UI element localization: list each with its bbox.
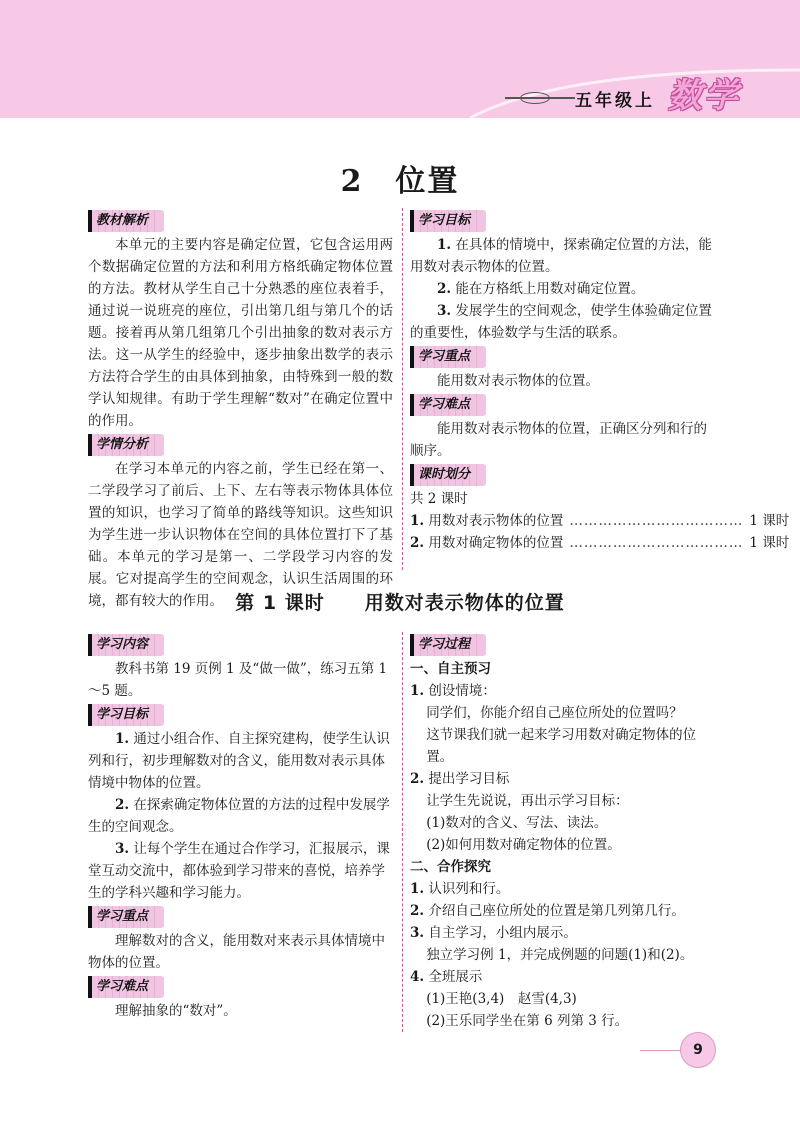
lesson-right-column	[410, 632, 716, 1032]
section-tag-goals: 学习目标	[410, 210, 480, 232]
goal-text: 让每个学生在通过合作学习，汇报展示，课堂互动交流中，都体验到学习带来的喜悦，培养学生的学科兴趣和学习能力。	[88, 841, 390, 901]
goal-text: 在具体的情境中，探索确定位置的方法，能用数对表示物体的位置。	[410, 237, 712, 275]
schedule-name: 用数对表示物体的位置	[428, 513, 564, 529]
section-tag-learner: 学情分析	[88, 434, 158, 456]
goal-item	[410, 300, 716, 344]
header-ornament	[520, 92, 550, 104]
schedule-leader: ………………………………	[569, 513, 744, 529]
section-tag-key-points: 学习重点	[88, 906, 158, 928]
process-item	[410, 768, 716, 790]
learner-text: 在学习本单元的内容之前，学生已经在第一、二学段学习了前后、上下、左右等表示物体具体位置的知识，也学习了简单的路线等知识。这些知识为学生进一步认识物体在空间的具体位置打下了基础。本单元的学习是第一、二学段学习内容的发展。它对提高学生的空间观念，认识生活周围的环境，都有较大的作用。	[88, 461, 393, 609]
section-tag-key-points: 学习重点	[410, 346, 480, 368]
schedule-leader: ………………………………	[569, 535, 744, 551]
goal-item	[410, 234, 716, 278]
process-item	[410, 878, 716, 900]
schedule-num: 1.	[410, 513, 425, 529]
section-tag-schedule: 课时划分	[410, 464, 480, 486]
process-line: (2)如何用数对确定物体的位置。	[426, 837, 621, 853]
grade-label: 五年级上	[575, 91, 655, 111]
difficulties-text: 理解抽象的“数对”。	[115, 1003, 237, 1019]
process-num: 2.	[410, 903, 425, 919]
goal-num: 3.	[115, 841, 130, 857]
goal-text: 发展学生的空间观念，使学生体验确定位置的重要性，体验数学与生活的联系。	[410, 303, 712, 341]
process-num: 1.	[410, 683, 425, 699]
process-line: 这节课我们就一起来学习用数对确定物体的位置。	[426, 727, 697, 765]
process-num: 4.	[410, 969, 425, 985]
process-item-title: 提出学习目标	[428, 771, 510, 787]
process-line: 同学们，你能介绍自己座位所处的位置吗？	[426, 705, 683, 721]
section-tag-process: 学习过程	[410, 634, 480, 656]
page-number-rule	[640, 1050, 680, 1051]
process-num: 2.	[410, 771, 425, 787]
goal-text: 在探索确定物体位置的方法的过程中发展学生的空间观念。	[88, 797, 390, 835]
unit-left-column	[88, 208, 393, 612]
goal-text: 能在方格纸上用数对确定位置。	[455, 281, 645, 297]
goal-item	[88, 728, 393, 794]
goal-num: 1.	[437, 237, 452, 253]
subject-logo: 数学	[668, 76, 740, 116]
schedule-row	[410, 510, 790, 532]
goal-num: 2.	[115, 797, 130, 813]
process-line: 让学生先说说，再出示学习目标：	[426, 793, 629, 809]
section-tag-difficulties: 学习难点	[88, 976, 158, 998]
key-points-text: 能用数对表示物体的位置。	[437, 373, 599, 389]
process-num: 1.	[410, 881, 425, 897]
schedule-hours: 1 课时	[749, 513, 790, 529]
process-item	[410, 966, 716, 988]
process-item	[410, 922, 716, 944]
section-tag-analysis: 教材解析	[88, 210, 158, 232]
process-item	[410, 680, 716, 702]
goal-num: 3.	[437, 303, 452, 319]
schedule-name: 用数对确定物体的位置	[428, 535, 564, 551]
lesson-title: 第 1 课时 用数对表示物体的位置	[235, 592, 565, 614]
process-line: 独立学习例 1，并完成例题的问题(1)和(2)。	[426, 947, 694, 963]
chapter-title: 2 位置	[340, 164, 460, 199]
process-line: (1)数对的含义、写法、读法。	[426, 815, 608, 831]
column-divider	[402, 632, 403, 1032]
process-line: (2)王乐同学坐在第 6 列第 3 行。	[426, 1013, 629, 1029]
goal-num: 2.	[437, 281, 452, 297]
content-text: 教科书第 19 页例 1 及“做一做”，练习五第 1～5 题。	[88, 661, 388, 699]
section-tag-goals: 学习目标	[88, 704, 158, 726]
analysis-text: 本单元的主要内容是确定位置，它包含运用两个数据确定位置的方法和利用方格纸确定物体位置的方法。教材从学生自己十分熟悉的座位表着手，通过说一说班亮的座位，引出第几组与第几个的话题。接着再从第几组第几个引出抽象的数对表示方法。这一从学生的经验中，逐步抽象出数学的表示方法符合学生的由具体到抽象，由特殊到一般的数学认知规律。有助于学生理解“数对”在确定位置中的作用。	[88, 237, 393, 429]
goal-item	[410, 278, 716, 300]
process-num: 3.	[410, 925, 425, 941]
goal-num: 1.	[115, 731, 130, 747]
process-line: (1)王艳(3,4) 赵雪(4,3)	[426, 991, 577, 1007]
schedule-hours: 1 课时	[749, 535, 790, 551]
process-item-title: 认识列和行。	[428, 881, 510, 897]
process-item	[410, 900, 716, 922]
page-number: 9	[680, 1032, 716, 1068]
section-tag-difficulties: 学习难点	[410, 394, 480, 416]
column-divider	[402, 208, 403, 570]
schedule-row	[410, 532, 790, 554]
process-item-title: 全班展示	[428, 969, 483, 985]
process-section-title: 二、合作探究	[410, 859, 491, 875]
process-item-title: 自主学习，小组内展示。	[428, 925, 577, 941]
section-tag-content: 学习内容	[88, 634, 158, 656]
schedule-num: 2.	[410, 535, 425, 551]
goal-item	[88, 838, 393, 904]
process-item-title: 介绍自己座位所处的位置是第几列第几行。	[428, 903, 685, 919]
lesson-left-column	[88, 632, 393, 1022]
process-section-title: 一、自主预习	[410, 661, 491, 677]
goal-item	[88, 794, 393, 838]
key-points-text: 理解数对的含义，能用数对来表示具体情境中物体的位置。	[88, 933, 385, 971]
process-item-title: 创设情境：	[428, 683, 496, 699]
goal-text: 通过小组合作、自主探究建构，使学生认识列和行，初步理解数对的含义，能用数对表示具体情境中物体的位置。	[88, 731, 390, 791]
schedule-total: 共 2 课时	[410, 491, 468, 507]
unit-right-column	[410, 208, 790, 554]
difficulties-text: 能用数对表示物体的位置，正确区分列和行的顺序。	[410, 421, 707, 459]
